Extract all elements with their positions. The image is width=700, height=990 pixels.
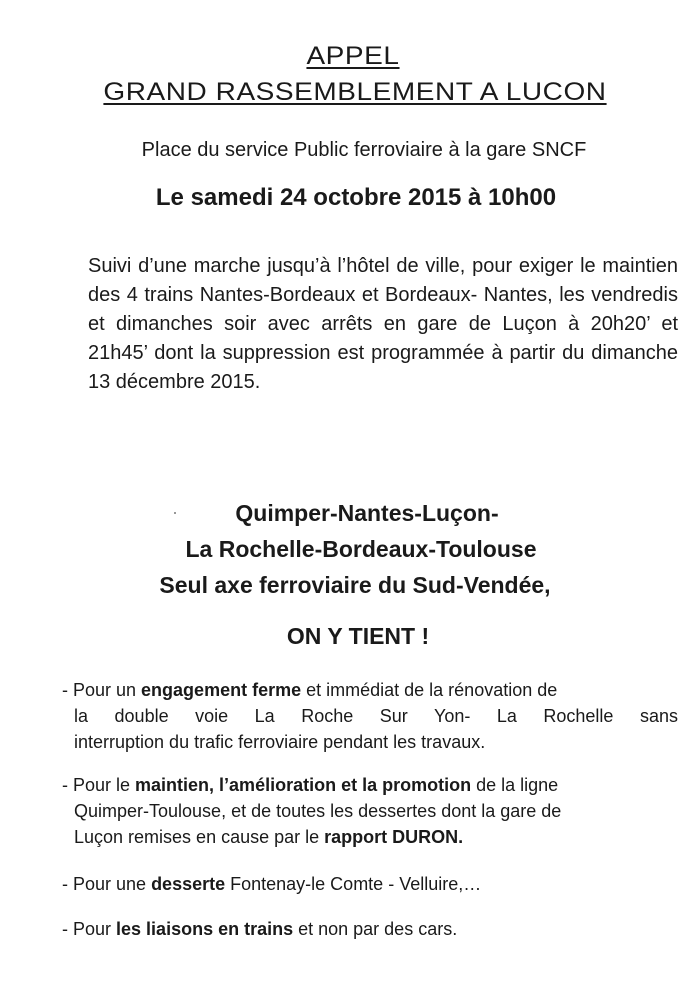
demand-text: de la ligne [471, 775, 559, 795]
meeting-place: Place du service Public ferroviaire à la gare SNCF [141, 139, 587, 161]
demand-bold-text: engagement ferme [141, 680, 302, 700]
demand-line [62, 871, 678, 897]
demand-line [62, 677, 678, 703]
axis-line-1: Quimper-Nantes-Luçon- [235, 500, 499, 526]
demand-bold-text: rapport DURON. [324, 827, 464, 847]
demand-bold-text: maintien, l’amélioration et la promotion [135, 775, 472, 795]
axis-line-2: La Rochelle-Bordeaux-Toulouse [185, 536, 537, 562]
demand-line: interruption du trafic ferroviaire pendant les travaux. [74, 732, 486, 752]
demand-bold-text: les liaisons en trains [116, 919, 294, 939]
demand-item [62, 871, 678, 897]
demand-bold-text: desserte [151, 874, 226, 894]
demand-text: Luçon remises en cause par le [74, 827, 325, 847]
axis-line-3: Seul axe ferroviaire du Sud-Vendée, [159, 572, 551, 598]
demand-text: - Pour un [62, 680, 142, 700]
demand-text: - Pour [62, 919, 117, 939]
demand-line: la double voie La Roche Sur Yon- La Rochelle sans [74, 706, 678, 726]
demand-line [62, 824, 678, 850]
demand-text: et immédiat de la rénovation de [301, 680, 558, 700]
demand-text: - Pour une [62, 874, 152, 894]
march-description: Suivi d’une marche jusqu’à l’hôtel de ville, pour exiger le maintien des 4 trains Nantes-Bordeaux et Bordeaux- Nantes, les vendredis et dimanches soir avec arrêts en gare de Luçon à 20h20’ et 21h45’ dont la suppression est programmée à partir du dimanche 13 décembre 2015. [88, 255, 678, 393]
railway-axis [0, 495, 700, 603]
demand-item [62, 916, 678, 942]
demand-line [62, 916, 678, 942]
title-appel: APPEL [306, 42, 400, 70]
demand-line [62, 772, 678, 798]
demand-text: et non par des cars. [293, 919, 458, 939]
title-block [0, 38, 700, 110]
demand-line: Quimper-Toulouse, et de toutes les dessertes dont la gare de [74, 801, 562, 821]
demand-item [62, 772, 678, 850]
slogan: ON Y TIENT ! [286, 623, 430, 649]
event-date: Le samedi 24 octobre 2015 à 10h00 [155, 184, 557, 211]
demand-text: Fontenay-le Comte - Velluire,… [225, 874, 482, 894]
demand-text: - Pour le [62, 775, 136, 795]
title-rassemblement: GRAND RASSEMBLEMENT A LUCON [103, 78, 607, 106]
demand-item [62, 677, 678, 755]
